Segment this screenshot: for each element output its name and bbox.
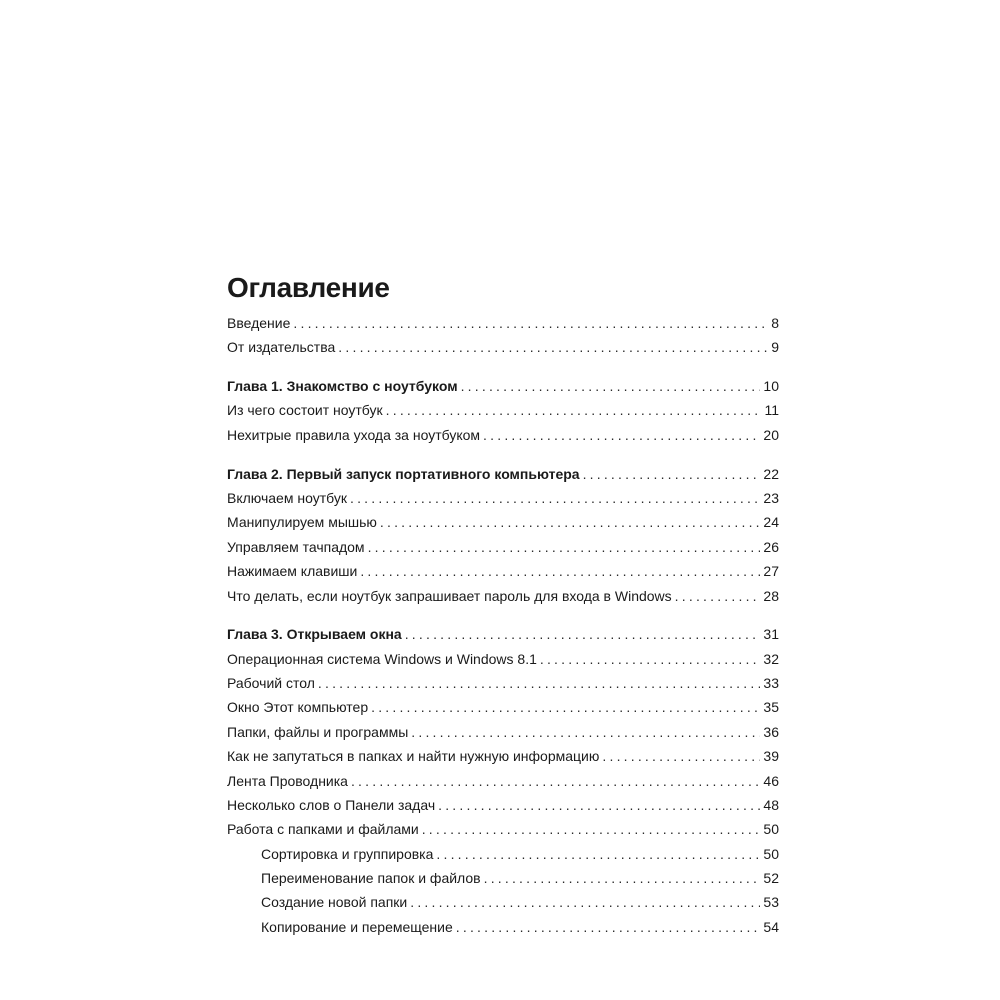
toc-page-number: 53 (763, 894, 779, 911)
chapter-label: Глава 2. (227, 465, 283, 482)
dot-leader (602, 746, 760, 766)
toc-page-number: 9 (771, 339, 779, 356)
toc-page-number: 28 (763, 587, 779, 604)
toc-entry-title: Переименование папок и файлов (261, 870, 481, 887)
toc-entry-title: Несколько слов о Панели задач (227, 796, 436, 813)
dot-leader (350, 488, 760, 508)
toc-entry-title: Рабочий стол (227, 674, 315, 691)
toc-item-row (227, 561, 779, 585)
toc-entry-title: От издательства (227, 339, 336, 356)
toc-entry-title (227, 376, 458, 396)
chapter-label: Глава 1. (227, 378, 283, 395)
chapter-label: Глава 3. (227, 626, 283, 643)
toc-item-row (227, 819, 779, 843)
toc-item-row (227, 313, 779, 337)
toc-page-number: 27 (763, 563, 779, 580)
dot-leader (371, 697, 760, 717)
dot-leader (380, 512, 761, 532)
toc-entry-title: Нехитрые правила ухода за ноутбуком (227, 426, 481, 443)
toc-page-number: 39 (763, 748, 779, 765)
toc-entry-title: Копирование и перемещение (261, 918, 453, 935)
toc-subitem-row (227, 892, 779, 916)
toc-item-row (227, 649, 779, 673)
dot-leader (540, 649, 761, 669)
toc-subitem-row (227, 868, 779, 892)
toc-entry-title: Управляем тачпадом (227, 538, 365, 555)
toc-entry-title: Манипулируем мышью (227, 514, 377, 531)
dot-leader (483, 425, 760, 445)
toc-entry-title: Что делать, если ноутбук запрашивает пароль для входа в Windows (227, 587, 672, 604)
toc-page-number: 33 (763, 674, 779, 691)
toc-item-row (227, 795, 779, 819)
toc-item-row (227, 722, 779, 746)
table-of-contents (227, 313, 779, 941)
toc-page-number: 46 (763, 772, 779, 789)
toc-page-number: 50 (763, 845, 779, 862)
dot-leader (436, 844, 760, 864)
dot-leader (484, 868, 761, 888)
toc-item-row (227, 586, 779, 610)
toc-entry-title: Работа с папками и файлами (227, 821, 419, 838)
toc-item-row (227, 746, 779, 770)
toc-page-number: 20 (763, 426, 779, 443)
dot-leader (410, 892, 760, 912)
toc-entry-title: Сортировка и группировка (261, 845, 434, 862)
toc-item-row (227, 673, 779, 697)
toc-page-number: 35 (763, 699, 779, 716)
dot-leader (461, 376, 761, 396)
toc-page-number: 48 (763, 796, 779, 813)
dot-leader (351, 771, 760, 791)
toc-page-number: 22 (763, 465, 779, 482)
toc-item-row (227, 537, 779, 561)
toc-entry-title: Из чего состоит ноутбук (227, 402, 383, 419)
toc-item-row (227, 512, 779, 536)
toc-item-row (227, 337, 779, 361)
toc-page-number: 10 (763, 378, 779, 395)
chapter-name: Знакомство с ноутбуком (286, 378, 458, 395)
toc-entry-title: Создание новой папки (261, 894, 408, 911)
toc-item-row (227, 425, 779, 449)
toc-item-row (227, 400, 779, 424)
toc-entry-title: Как не запутаться в папках и найти нужную информацию (227, 748, 600, 765)
dot-leader (411, 722, 760, 742)
toc-page-number: 54 (763, 918, 779, 935)
toc-page-number: 52 (763, 870, 779, 887)
toc-entry-title: Окно Этот компьютер (227, 699, 369, 716)
dot-leader (360, 561, 760, 581)
toc-page-number: 50 (763, 821, 779, 838)
chapter-name: Открываем окна (286, 626, 402, 643)
toc-page-number: 32 (763, 650, 779, 667)
toc-entry-title (227, 624, 402, 644)
page-title: Оглавление (227, 272, 390, 303)
dot-leader (368, 537, 761, 557)
toc-item-row (227, 771, 779, 795)
dot-leader (422, 819, 761, 839)
dot-leader (338, 337, 767, 357)
toc-page-number: 8 (771, 315, 779, 331)
dot-leader (386, 400, 762, 420)
dot-leader (583, 464, 761, 484)
toc-page-number: 26 (763, 538, 779, 555)
toc-entry-title: Нажимаем клавиши (227, 563, 358, 580)
toc-chapter-row (227, 624, 779, 648)
dot-leader (318, 673, 761, 693)
dot-leader (675, 586, 761, 606)
toc-subitem-row (227, 917, 779, 941)
chapter-name: Первый запуск портативного компьютера (286, 465, 580, 482)
toc-subitem-row (227, 844, 779, 868)
toc-chapter-row (227, 464, 779, 488)
toc-item-row (227, 488, 779, 512)
dot-leader (405, 624, 761, 644)
toc-entry-title: Операционная система Windows и Windows 8.1 (227, 650, 537, 667)
toc-entry-title: Папки, файлы и программы (227, 723, 409, 740)
dot-leader (293, 313, 767, 333)
toc-entry-title: Введение (227, 315, 291, 331)
toc-entry-title (227, 464, 580, 484)
toc-page-number: 24 (763, 514, 779, 531)
toc-item-row (227, 697, 779, 721)
toc-page-number: 36 (763, 723, 779, 740)
dot-leader (438, 795, 760, 815)
toc-chapter-row (227, 376, 779, 400)
dot-leader (456, 917, 761, 937)
toc-page-number: 11 (764, 402, 779, 419)
toc-page-number: 31 (763, 626, 779, 643)
toc-entry-title: Лента Проводника (227, 772, 348, 789)
toc-page-number: 23 (763, 489, 779, 506)
toc-entry-title: Включаем ноутбук (227, 489, 347, 506)
